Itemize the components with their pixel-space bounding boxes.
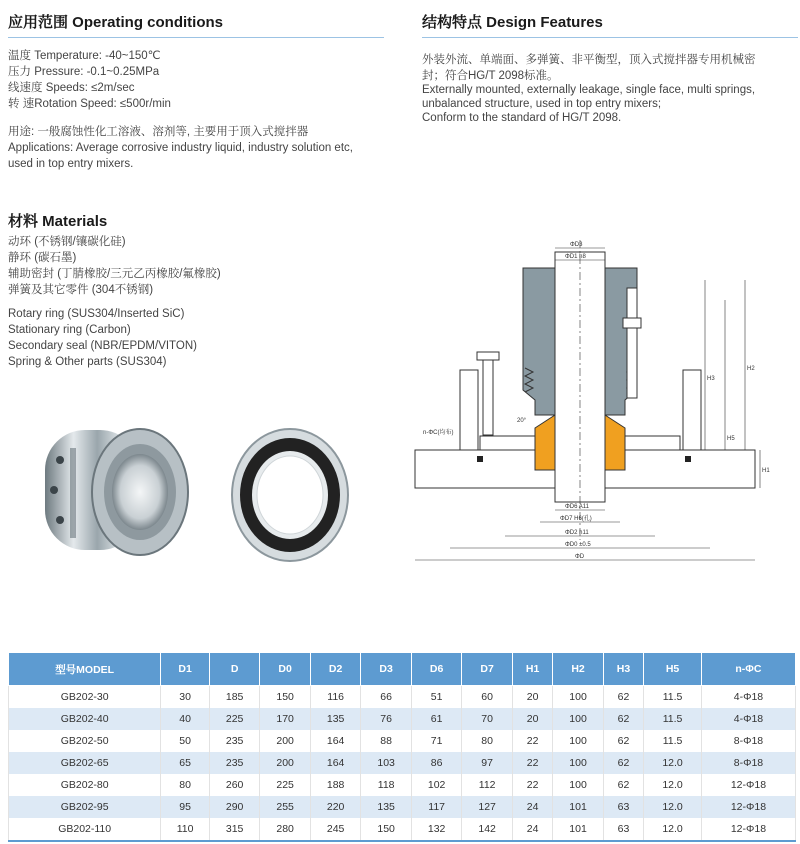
table-cell: 60 bbox=[462, 686, 513, 709]
col-d2: D2 bbox=[310, 653, 361, 686]
table-cell: 110 bbox=[161, 818, 210, 841]
table-cell: 71 bbox=[411, 730, 462, 752]
table-cell: 62 bbox=[603, 774, 643, 796]
col-h3: H3 bbox=[603, 653, 643, 686]
dim-d3: ΦD3 bbox=[570, 242, 583, 248]
usage-en-1: Applications: Average corrosive industry liquid, industry solution etc, bbox=[8, 142, 353, 154]
table-cell: 101 bbox=[553, 796, 604, 818]
table-row bbox=[9, 752, 796, 774]
table-cell: 51 bbox=[411, 686, 462, 709]
dim-d6: ΦD6 A11 bbox=[565, 504, 590, 510]
col-d3: D3 bbox=[361, 653, 412, 686]
col-h5: H5 bbox=[644, 653, 702, 686]
table-row bbox=[9, 818, 796, 841]
col-d: D bbox=[209, 653, 260, 686]
table-cell: 225 bbox=[209, 708, 260, 730]
dim-d2: ΦD2 h11 bbox=[565, 530, 589, 536]
table-cell: 62 bbox=[603, 730, 643, 752]
table-cell: GB202-30 bbox=[9, 686, 161, 709]
table-cell: 22 bbox=[512, 730, 552, 752]
table-cell: 4-Φ18 bbox=[701, 708, 795, 730]
material-cn-secondary: 辅助密封 (丁腈橡胶/三元乙丙橡胶/氟橡胶) bbox=[8, 268, 221, 280]
table-cell: 100 bbox=[553, 708, 604, 730]
table-cell: 66 bbox=[361, 686, 412, 709]
table-cell: 235 bbox=[209, 752, 260, 774]
usage-en-2: used in top entry mixers. bbox=[8, 158, 134, 170]
design-en-1: Externally mounted, externally leakage, single face, multi springs, bbox=[422, 84, 756, 96]
section-divider bbox=[422, 37, 798, 38]
table-cell: 40 bbox=[161, 708, 210, 730]
table-cell: 80 bbox=[161, 774, 210, 796]
stationary-ring-photo bbox=[232, 429, 348, 561]
table-cell: 80 bbox=[462, 730, 513, 752]
table-cell: 235 bbox=[209, 730, 260, 752]
housing-left bbox=[460, 370, 478, 450]
col-nc: n-ΦC bbox=[701, 653, 795, 686]
product-photos bbox=[30, 400, 370, 590]
table-cell: GB202-40 bbox=[9, 708, 161, 730]
table-cell: 62 bbox=[603, 686, 643, 709]
speed-line: 线速度 Speeds: ≤2m/sec bbox=[8, 82, 135, 94]
table-cell: 100 bbox=[553, 730, 604, 752]
table-cell: 315 bbox=[209, 818, 260, 841]
table-cell: 225 bbox=[260, 774, 311, 796]
design-cn-2: 封；符合HG/T 2098标准。 bbox=[422, 70, 559, 82]
table-cell: 127 bbox=[462, 796, 513, 818]
table-cell: 62 bbox=[603, 752, 643, 774]
table-cell: 142 bbox=[462, 818, 513, 841]
table-cell: 200 bbox=[260, 752, 311, 774]
dim-nc: n-ΦC(均布) bbox=[423, 430, 454, 436]
dim-d0: ΦD0 ±0.5 bbox=[565, 542, 591, 548]
table-cell: 164 bbox=[310, 752, 361, 774]
table-cell: 132 bbox=[411, 818, 462, 841]
design-en-2: unbalanced structure, used in top entry mixers; bbox=[422, 98, 662, 110]
table-cell: 164 bbox=[310, 730, 361, 752]
operating-conditions-title: 应用范围 Operating conditions bbox=[8, 14, 224, 31]
dim-h3: H3 bbox=[707, 376, 715, 382]
table-cell: 70 bbox=[462, 708, 513, 730]
table-cell: 118 bbox=[361, 774, 412, 796]
table-cell: 150 bbox=[260, 686, 311, 709]
design-features-title: 结构特点 Design Features bbox=[422, 14, 603, 31]
sleeve-left bbox=[523, 268, 555, 415]
bolt-right bbox=[627, 288, 637, 398]
table-cell: 65 bbox=[161, 752, 210, 774]
rotary-seal-photo bbox=[45, 429, 188, 555]
seal-ring-left bbox=[535, 415, 555, 470]
materials-title: 材料 Materials bbox=[8, 213, 108, 230]
table-cell: 12.0 bbox=[644, 796, 702, 818]
seal-ring-right bbox=[605, 415, 625, 470]
material-en-secondary: Secondary seal (NBR/EPDM/VITON) bbox=[8, 340, 197, 352]
table-body bbox=[9, 686, 796, 842]
table-cell: 63 bbox=[603, 796, 643, 818]
table-cell: 170 bbox=[260, 708, 311, 730]
table-cell: 22 bbox=[512, 752, 552, 774]
table-cell: 50 bbox=[161, 730, 210, 752]
table-cell: 97 bbox=[462, 752, 513, 774]
table-cell: 11.5 bbox=[644, 686, 702, 709]
table-cell: 135 bbox=[361, 796, 412, 818]
table-cell: 102 bbox=[411, 774, 462, 796]
table-cell: GB202-65 bbox=[9, 752, 161, 774]
table-cell: 24 bbox=[512, 796, 552, 818]
table-cell: 255 bbox=[260, 796, 311, 818]
table-cell: 135 bbox=[310, 708, 361, 730]
table-row bbox=[9, 686, 796, 709]
table-cell: 8-Φ18 bbox=[701, 752, 795, 774]
rotation-speed-line: 转 速Rotation Speed: ≤500r/min bbox=[8, 98, 171, 110]
material-cn-spring: 弹簧及其它零件 (304不锈钢) bbox=[8, 284, 154, 296]
material-en-rotary: Rotary ring (SUS304/Inserted SiC) bbox=[8, 308, 185, 320]
spec-table bbox=[8, 652, 796, 842]
col-d6: D6 bbox=[411, 653, 462, 686]
table-cell: 12.0 bbox=[644, 818, 702, 841]
table-cell: 116 bbox=[310, 686, 361, 709]
table-cell: 103 bbox=[361, 752, 412, 774]
table-cell: 112 bbox=[462, 774, 513, 796]
dim-d1: ΦD1 h8 bbox=[565, 254, 586, 260]
col-model: 型号MODEL bbox=[9, 653, 161, 686]
dim-h5: H5 bbox=[727, 436, 735, 442]
table-header-row bbox=[9, 653, 796, 686]
table-cell: 22 bbox=[512, 774, 552, 796]
table-cell: 11.5 bbox=[644, 708, 702, 730]
col-d7: D7 bbox=[462, 653, 513, 686]
table-cell: GB202-50 bbox=[9, 730, 161, 752]
material-en-stationary: Stationary ring (Carbon) bbox=[8, 324, 131, 336]
table-cell: 150 bbox=[361, 818, 412, 841]
table-cell: 20 bbox=[512, 686, 552, 709]
table-row bbox=[9, 708, 796, 730]
table-cell: 220 bbox=[310, 796, 361, 818]
housing-right bbox=[683, 370, 701, 450]
table-cell: 95 bbox=[161, 796, 210, 818]
table-cell: 12-Φ18 bbox=[701, 774, 795, 796]
cross-section-drawing bbox=[405, 240, 775, 580]
pressure-line: 压力 Pressure: -0.1~0.25MPa bbox=[8, 66, 160, 78]
table-cell: 200 bbox=[260, 730, 311, 752]
table-cell: 63 bbox=[603, 818, 643, 841]
table-cell: 290 bbox=[209, 796, 260, 818]
table-cell: 280 bbox=[260, 818, 311, 841]
design-en-3: Conform to the standard of HG/T 2098. bbox=[422, 112, 622, 124]
table-cell: 30 bbox=[161, 686, 210, 709]
table-cell: GB202-110 bbox=[9, 818, 161, 841]
table-cell: 86 bbox=[411, 752, 462, 774]
table-cell: 101 bbox=[553, 818, 604, 841]
dim-h1: H1 bbox=[762, 468, 770, 474]
table-cell: 260 bbox=[209, 774, 260, 796]
table-cell: 24 bbox=[512, 818, 552, 841]
material-cn-stationary: 静环 (碳石墨) bbox=[8, 252, 77, 264]
temperature-line: 温度 Temperature: -40~150℃ bbox=[8, 50, 161, 62]
table-cell: GB202-80 bbox=[9, 774, 161, 796]
table-cell: 100 bbox=[553, 774, 604, 796]
table-cell: 61 bbox=[411, 708, 462, 730]
table-row bbox=[9, 774, 796, 796]
dim-angle: 20° bbox=[517, 418, 527, 424]
table-cell: 12-Φ18 bbox=[701, 796, 795, 818]
col-h1: H1 bbox=[512, 653, 552, 686]
table-cell: GB202-95 bbox=[9, 796, 161, 818]
table-cell: 20 bbox=[512, 708, 552, 730]
table-cell: 100 bbox=[553, 686, 604, 709]
table-cell: 245 bbox=[310, 818, 361, 841]
table-cell: 76 bbox=[361, 708, 412, 730]
table-cell: 62 bbox=[603, 708, 643, 730]
table-row bbox=[9, 796, 796, 818]
table-cell: 4-Φ18 bbox=[701, 686, 795, 709]
table-cell: 117 bbox=[411, 796, 462, 818]
table-cell: 12-Φ18 bbox=[701, 818, 795, 841]
table-row bbox=[9, 730, 796, 752]
material-en-spring: Spring & Other parts (SUS304) bbox=[8, 356, 167, 368]
dim-d7: ΦD7 H6(孔) bbox=[560, 516, 592, 522]
table-cell: 88 bbox=[361, 730, 412, 752]
table-cell: 188 bbox=[310, 774, 361, 796]
dim-d: ΦD bbox=[575, 554, 585, 560]
col-h2: H2 bbox=[553, 653, 604, 686]
table-cell: 12.0 bbox=[644, 774, 702, 796]
table-cell: 100 bbox=[553, 752, 604, 774]
table-cell: 185 bbox=[209, 686, 260, 709]
section-divider bbox=[8, 37, 384, 38]
usage-cn: 用途: 一般腐蚀性化工溶液、溶剂等, 主要用于顶入式搅拌器 bbox=[8, 126, 309, 138]
bolt-left bbox=[483, 355, 493, 435]
dim-h2: H2 bbox=[747, 366, 755, 372]
table-cell: 8-Φ18 bbox=[701, 730, 795, 752]
design-cn-1: 外装外流、单端面、多弹簧、非平衡型，顶入式搅拌器专用机械密 bbox=[422, 54, 756, 66]
col-d0: D0 bbox=[260, 653, 311, 686]
table-cell: 12.0 bbox=[644, 752, 702, 774]
col-d1: D1 bbox=[161, 653, 210, 686]
table-cell: 11.5 bbox=[644, 730, 702, 752]
material-cn-rotary: 动环 (不锈钢/镶碳化硅) bbox=[8, 236, 126, 248]
